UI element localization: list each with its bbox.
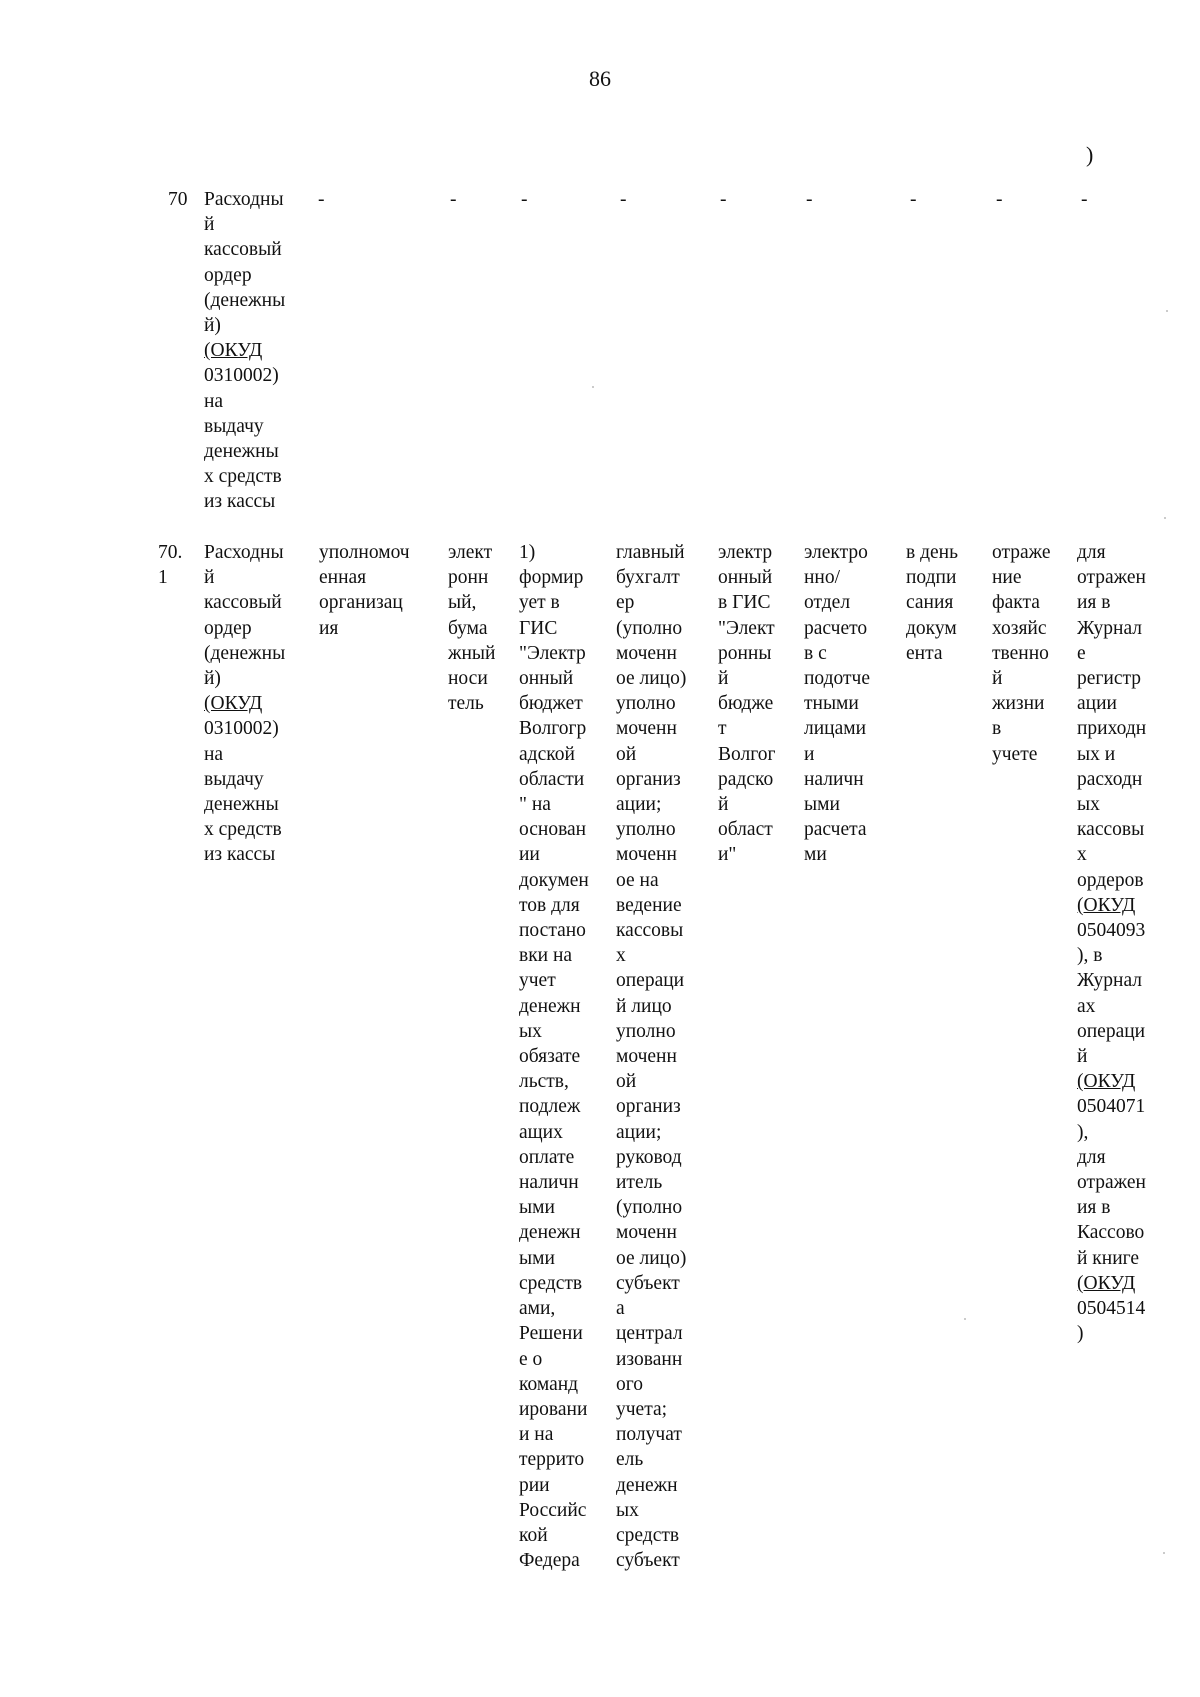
text-line: денежн: [616, 1474, 678, 1496]
text-line: ми: [804, 844, 827, 866]
text-line: ия: [319, 617, 339, 639]
text-line: ой: [616, 1071, 637, 1093]
text-line: 70.: [158, 542, 183, 563]
text-line: т: [718, 718, 727, 740]
text-line: террито: [519, 1449, 585, 1471]
text-line: вки на: [519, 945, 573, 967]
row-number: [168, 187, 188, 212]
cell-recipient: [806, 187, 813, 212]
text-line: бюджет: [519, 693, 583, 715]
text-line: формир: [519, 567, 584, 589]
text-line: выдачу: [204, 415, 264, 437]
text-line: ых: [519, 1020, 542, 1042]
continuation-paren: ): [1086, 142, 1094, 167]
text-line: адской: [519, 743, 575, 765]
text-line: ой: [616, 743, 637, 765]
text-line: операци: [1077, 1020, 1146, 1042]
text-line: област: [718, 819, 773, 841]
text-line: -: [806, 189, 813, 210]
text-line: Российс: [519, 1499, 587, 1521]
text-line: моченн: [616, 1222, 677, 1244]
text-line: ),: [1077, 1121, 1089, 1143]
text-line: нно/: [804, 567, 841, 589]
text-line: (ОКУД: [204, 340, 263, 362]
text-line: в день: [906, 542, 958, 563]
text-line: й лицо: [616, 995, 672, 1017]
text-line: й: [204, 567, 215, 589]
text-line: твенно: [992, 642, 1049, 664]
text-line: денежн: [519, 1222, 581, 1244]
scan-speck: [592, 386, 594, 388]
text-line: учет: [519, 970, 556, 992]
text-line: (ОКУД: [1077, 894, 1136, 916]
text-line: субъект: [616, 1550, 680, 1572]
text-line: -: [996, 189, 1003, 210]
text-line: ия в: [1077, 1197, 1111, 1219]
text-line: (уполно: [616, 617, 683, 639]
row-number: [158, 540, 182, 590]
text-line: онный: [519, 668, 574, 690]
text-line: отражен: [1077, 567, 1146, 589]
text-line: электро: [804, 542, 868, 563]
page-number: 86: [589, 66, 611, 91]
cell-location: [718, 540, 776, 868]
text-line: уполно: [616, 819, 676, 841]
text-line: ыми: [804, 794, 840, 816]
text-line: в ГИС: [718, 592, 771, 614]
cell-purpose: [992, 540, 1051, 767]
text-line: на: [204, 390, 224, 412]
text-line: кассовы: [616, 920, 684, 942]
text-line: выдачу: [204, 768, 264, 790]
text-line: ует в: [519, 592, 560, 614]
document-name: [204, 187, 285, 515]
text-line: наличн: [519, 1172, 579, 1194]
text-line: Журнал: [1077, 970, 1143, 992]
scan-speck: [1166, 310, 1168, 312]
text-line: уполномоч: [319, 542, 410, 563]
text-line: уполно: [616, 693, 676, 715]
text-line: й: [718, 668, 729, 690]
text-line: для: [1077, 1146, 1106, 1168]
text-line: ордер: [204, 617, 252, 639]
text-line: тов для: [519, 894, 580, 916]
text-line: ): [1077, 1323, 1084, 1345]
text-line: ронн: [448, 567, 489, 589]
text-line: расходн: [1077, 768, 1143, 790]
text-line: ель: [616, 1449, 644, 1471]
text-line: 0504093: [1077, 920, 1146, 942]
text-line: й книге: [1077, 1247, 1140, 1269]
scan-speck: [964, 1318, 966, 1320]
text-line: (денежны: [204, 289, 286, 311]
text-line: бюдже: [718, 693, 774, 715]
text-line: и: [804, 743, 815, 765]
text-line: ведение: [616, 894, 682, 916]
text-line: "Электр: [519, 642, 586, 664]
text-line: онный: [718, 567, 773, 589]
text-line: рии: [519, 1474, 550, 1496]
text-line: 0504071: [1077, 1096, 1146, 1118]
cell-registers: [1077, 540, 1146, 1347]
text-line: и": [718, 844, 737, 866]
text-line: носи: [448, 668, 488, 690]
text-line: Расходны: [204, 189, 284, 210]
text-line: на: [204, 743, 224, 765]
text-line: учета;: [616, 1398, 668, 1420]
text-line: ронны: [718, 642, 772, 664]
text-line: ах: [1077, 995, 1096, 1017]
text-line: основан: [519, 819, 587, 841]
text-line: (ОКУД: [1077, 1272, 1136, 1294]
cell-deadline: [910, 187, 917, 212]
text-line: х средств: [204, 819, 282, 841]
text-line: субъект: [616, 1272, 680, 1294]
text-line: постано: [519, 920, 586, 942]
text-line: организац: [319, 592, 403, 614]
document-name: [204, 540, 285, 868]
text-line: обязате: [519, 1046, 581, 1068]
text-line: а: [616, 1298, 625, 1320]
text-line: наличн: [804, 768, 864, 790]
text-line: ами,: [519, 1298, 556, 1320]
text-line: отдел: [804, 592, 851, 614]
text-line: денежны: [204, 441, 279, 463]
text-line: средств: [519, 1272, 583, 1294]
text-line: моченн: [616, 718, 677, 740]
text-line: ации: [1077, 693, 1117, 715]
text-line: е о: [519, 1348, 543, 1370]
text-line: (ОКУД: [204, 693, 263, 715]
text-line: ых: [616, 1499, 639, 1521]
text-line: докумен: [519, 869, 589, 891]
text-line: кассовый: [204, 239, 282, 261]
text-line: отраже: [992, 542, 1051, 563]
text-line: ние: [992, 567, 1022, 589]
text-line: уполно: [616, 1020, 676, 1042]
text-line: и на: [519, 1424, 554, 1446]
scan-speck: [1163, 1552, 1165, 1554]
text-line: (денежны: [204, 642, 286, 664]
text-line: организ: [616, 1096, 681, 1118]
text-line: -: [1081, 189, 1088, 210]
cell-procedure: [519, 540, 589, 1573]
text-line: 1): [519, 542, 536, 563]
text-line: факта: [992, 592, 1040, 614]
text-line: оплате: [519, 1146, 575, 1168]
cell-form: [448, 540, 495, 716]
cell-registers: [1081, 187, 1088, 212]
text-line: ых: [1077, 794, 1100, 816]
text-line: ых и: [1077, 743, 1116, 765]
text-line: 70: [168, 189, 188, 210]
text-line: регистр: [1077, 668, 1142, 690]
text-line: ое на: [616, 869, 659, 891]
text-line: Волгогр: [519, 718, 587, 740]
cell-location: [720, 187, 727, 212]
text-line: ыми: [519, 1197, 555, 1219]
text-line: " на: [519, 794, 551, 816]
text-line: й: [718, 794, 729, 816]
text-line: й: [992, 668, 1003, 690]
text-line: моченн: [616, 1046, 677, 1068]
text-line: ации;: [616, 794, 662, 816]
text-line: денежн: [519, 995, 581, 1017]
text-line: тными: [804, 693, 859, 715]
text-line: из кассы: [204, 491, 276, 513]
text-line: Кассово: [1077, 1222, 1145, 1244]
text-line: ыми: [519, 1247, 555, 1269]
text-line: расчета: [804, 819, 867, 841]
text-line: ое лицо): [616, 668, 687, 690]
text-line: подотче: [804, 668, 871, 690]
text-line: итель: [616, 1172, 663, 1194]
text-line: х средств: [204, 466, 282, 488]
text-line: льств,: [519, 1071, 569, 1093]
cell-executor: [319, 540, 410, 641]
text-line: команд: [519, 1373, 579, 1395]
text-line: (уполно: [616, 1197, 683, 1219]
scan-speck: [1164, 517, 1166, 519]
text-line: моченн: [616, 642, 677, 664]
text-line: лицами: [804, 718, 867, 740]
text-line: ировани: [519, 1398, 588, 1420]
text-line: ое лицо): [616, 1247, 687, 1269]
text-line: Волгог: [718, 743, 776, 765]
text-line: (ОКУД: [1077, 1071, 1136, 1093]
text-line: денежны: [204, 794, 279, 816]
text-line: ащих: [519, 1121, 563, 1143]
text-line: кассовы: [1077, 819, 1145, 841]
text-line: ии: [519, 844, 540, 866]
text-line: ента: [906, 642, 943, 664]
text-line: бухгалт: [616, 567, 680, 589]
text-line: енная: [319, 567, 367, 589]
text-line: -: [318, 189, 325, 210]
text-line: хозяйс: [992, 617, 1047, 639]
text-line: ГИС: [519, 617, 558, 639]
text-line: тель: [448, 693, 484, 715]
text-line: -: [910, 189, 917, 210]
text-line: радско: [718, 768, 774, 790]
text-line: средств: [616, 1524, 680, 1546]
text-line: ации;: [616, 1121, 662, 1143]
text-line: организ: [616, 768, 681, 790]
text-line: жизни: [992, 693, 1045, 715]
text-line: учете: [992, 743, 1038, 765]
text-line: докум: [906, 617, 957, 639]
text-line: руковод: [616, 1146, 682, 1168]
text-line: расчето: [804, 617, 868, 639]
cell-deadline: [906, 540, 958, 666]
text-line: й: [1077, 1046, 1088, 1068]
text-line: главный: [616, 542, 685, 563]
text-line: 1: [158, 567, 168, 589]
text-line: отражен: [1077, 1172, 1146, 1194]
text-line: подпи: [906, 567, 957, 589]
text-line: кассовый: [204, 592, 282, 614]
text-line: моченн: [616, 844, 677, 866]
text-line: -: [450, 189, 457, 210]
text-line: Журнал: [1077, 617, 1143, 639]
text-line: Решени: [519, 1323, 583, 1345]
text-line: й): [204, 315, 221, 337]
text-line: ер: [616, 592, 635, 614]
cell-purpose: [996, 187, 1003, 212]
text-line: сания: [906, 592, 954, 614]
text-line: изованн: [616, 1348, 683, 1370]
text-line: ого: [616, 1373, 644, 1395]
text-line: жный: [448, 642, 496, 664]
text-line: е: [1077, 642, 1086, 664]
cell-executor: [318, 187, 325, 212]
text-line: централ: [616, 1323, 683, 1345]
text-line: Расходны: [204, 542, 284, 563]
text-line: 0310002): [204, 718, 279, 740]
cell-form: [450, 187, 457, 212]
text-line: области: [519, 768, 585, 790]
text-line: электр: [718, 542, 773, 563]
text-line: ия в: [1077, 592, 1111, 614]
text-line: х: [1077, 844, 1087, 866]
text-line: в: [992, 718, 1002, 740]
text-line: 0310002): [204, 365, 279, 387]
text-line: получат: [616, 1424, 682, 1446]
text-line: -: [521, 189, 528, 210]
text-line: ордер: [204, 264, 252, 286]
text-line: для: [1077, 542, 1106, 563]
text-line: й: [204, 214, 215, 236]
text-line: -: [720, 189, 727, 210]
text-line: 0504514: [1077, 1298, 1146, 1320]
text-line: элект: [448, 542, 493, 563]
text-line: -: [620, 189, 627, 210]
text-line: из кассы: [204, 844, 276, 866]
text-line: приходн: [1077, 718, 1147, 740]
text-line: подлеж: [519, 1096, 581, 1118]
text-line: ), в: [1077, 945, 1103, 967]
text-line: "Элект: [718, 617, 775, 639]
text-line: ый,: [448, 592, 477, 614]
text-line: й): [204, 668, 221, 690]
text-line: бума: [448, 617, 488, 639]
text-line: ордеров: [1077, 869, 1144, 891]
text-line: х: [616, 945, 626, 967]
text-line: операци: [616, 970, 685, 992]
cell-signer: [616, 540, 686, 1573]
cell-procedure: [521, 187, 528, 212]
cell-signer: [620, 187, 627, 212]
cell-recipient: [804, 540, 870, 868]
text-line: кой: [519, 1524, 548, 1546]
text-line: Федера: [519, 1550, 580, 1572]
text-line: в с: [804, 642, 827, 664]
